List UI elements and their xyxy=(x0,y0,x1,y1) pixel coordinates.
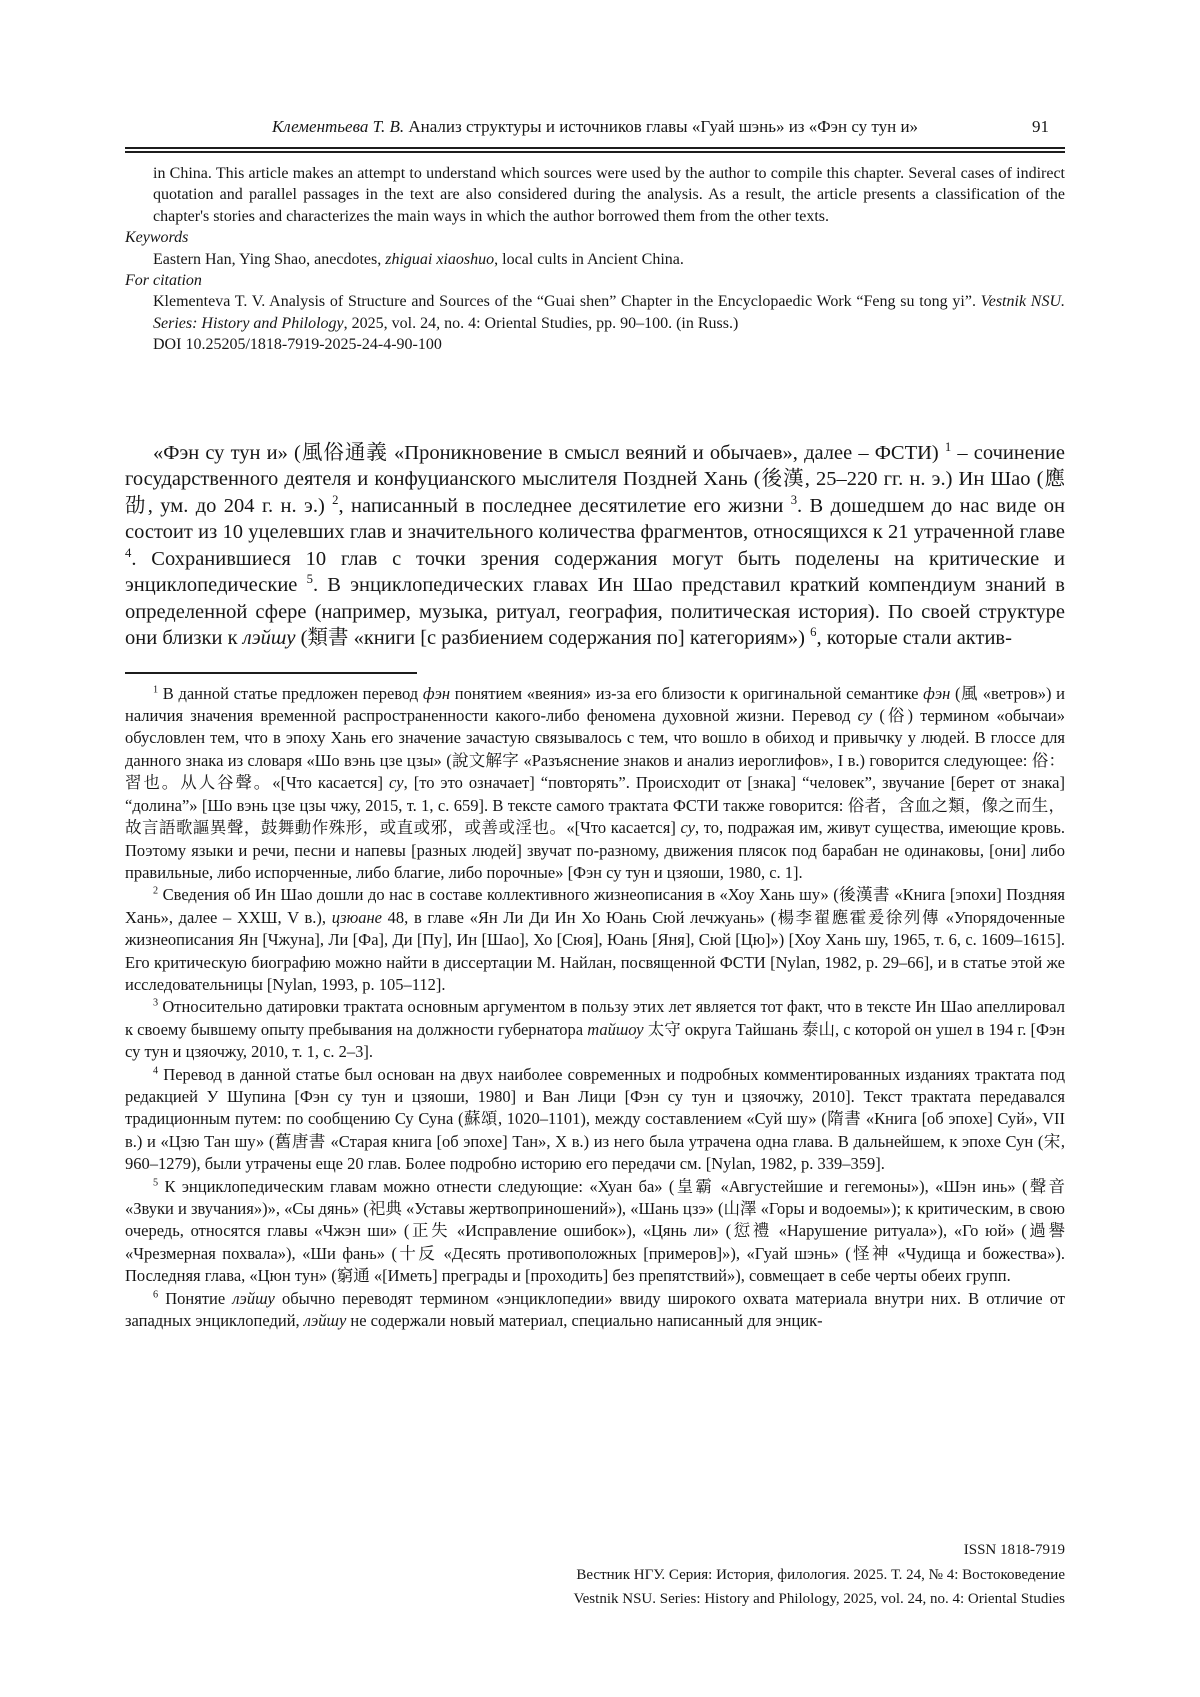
journal-page xyxy=(125,0,1065,1332)
header-rule xyxy=(125,147,1065,153)
footnote: $^3$ Относительно датировки трактата основным аргументом в пользу этих лет является тот факт, что в тексте Ин Шао апеллировал к своему бывшему опыту пребывания на должности губернатора тайшоу 太守 округа Тайшань 泰山, с которой он ушел в 194 г. [Фэн су тун и цзяочжу, 2010, т. 1, с. 2–3]. xyxy=(125,997,1065,1062)
page-number: 91 xyxy=(1032,117,1049,136)
keywords-text: Eastern Han, Ying Shao, anecdotes, zhiguai xiaoshuo, local cults in Ancient China. xyxy=(153,250,684,268)
footnote-number: 2 xyxy=(153,885,159,897)
footnote-separator xyxy=(125,672,417,674)
footnote: $^2$ Сведения об Ин Шао дошли до нас в составе коллективного жизнеописания в «Хоу Хань шу» (後漢書 «Книга [эпохи] Поздняя Хань», далее – ХХШ, V в.), цзюане 48, в главе «Ян Ли Ди Ин Хо Юань Сюй лечжуань» (楊李翟應霍爰徐列傳 «Упорядоченные жизнеописания Ян [Чжуна], Ли [Фа], Ди [Пу], Ин [Шао], Хо [Сюя], Юань [Яня], Сюй [Цю]») [Хоу Хань шу, 1965, т. 6, с. 1609–1615]. Его критическую биографию можно найти в диссертации М. Найлан, посвященной ФСТИ [Nylan, 1982, p. 29–66], и в статье этой же исследовательницы [Nylan, 1993, p. 105–112]. xyxy=(125,885,1065,994)
abstract-text: in China. This article makes an attempt to understand which sources were used by the author to compile this chapter. Several cases of indirect quotation and parallel passages in the text are also considered during the analysis. As a result, the article presents a classification of the chapter's stories and characterizes the main ways in which the author borrowed them from the other texts. xyxy=(153,165,1065,225)
footnote-number: 4 xyxy=(153,1065,159,1077)
body-paragraph: «Фэн су тун и» (風俗通義 «Проникновение в смысл веяний и обычаев», далее – ФСТИ) $^1$ – сочинение государственного деятеля и конфуцианского мыслителя Поздней Хань (後漢, 25–220 гг. н. э.) Ин Шао (應劭, ум. до 204 г. н. э.) $^2$, написанный в последнее десятилетие его жизни $^3$. В дошедшем до нас виде он состоит из 10 уцелевших глав и значительного количества фрагментов, относящихся к 21 утраченной главе $^4$. Сохранившиеся 10 глав с точки зрения содержания могут быть поделены на критические и энциклопедические $^5$. В энциклопедических главах Ин Шао представил краткий компендиум знаний в определенной сфере (например, музыка, ритуал, география, политическая история). По своей структуре они близки к лэйшу (類書 «книги [с разбиением содержания по] категориям») $^6$, которые стали актив- xyxy=(125,439,1066,650)
footnote-number: 6 xyxy=(153,1289,159,1301)
footnote: $^5$ К энциклопедическим главам можно отнести следующие: «Хуан ба» (皇霸 «Августейшие и гегемоны»), «Шэн инь» (聲音 «Звуки и звучания»)», «Сы дянь» (祀典 «Уставы жертвоприношений»), «Шань цзэ» (山澤 «Горы и водоемы»); к критическим, в свою очередь, относятся главы «Чжэн ши» (正失 «Исправление ошибок»), «Цянь ли» (愆禮 «Нарушение ритуала»), «Го юй» (過譽 «Чрезмерная похвала»), «Ши фань» (十反 «Десять противоположных [примеров]»), «Гуай шэнь» (怪神 «Чудища и божества»). Последняя глава, «Цюн тун» (窮通 «[Иметь] преграды и [проходить] без препятствий»), совмещает в себе черты обеих групп. xyxy=(125,1176,1065,1286)
footnote: $^6$ Понятие лэйшу обычно переводят термином «энциклопедии» ввиду широкого охвата материала внутри них. В отличие от западных энциклопедий, лэйшу не содержали новый материал, специально написанный для энцик- xyxy=(125,1288,1066,1331)
page-footer xyxy=(573,1538,1065,1612)
footer-issn: ISSN 1818-7919 xyxy=(963,1542,1065,1558)
keywords-heading: Keywords xyxy=(125,229,189,247)
footnote: $^1$ В данной статье предложен перевод фэн понятием «веяния» из-за его близости к оригинальной семантике фэн (風 «ветров») и наличия значения временной распространенности какого-либо феномена духовной жизни. Перевод су (俗) термином «обычаи» обусловлен тем, что в эпоху Хань его значение зачастую связывалось с тем, что вошло в обиход и привычку у людей. В глоссе для данного знака из словаря «Шо вэнь цзе цзы» (說文解字 «Разъяснение знаков и анализ иероглифов», I в.) говорится следующее: 俗：習也。从人谷聲。«[Что касается] су, [то это означает] “повторять”. Происходит от [знака] “человек”, звучание [берет от знака] “долина”» [Шо вэнь цзе цзы чжу, 2015, т. 1, с. 659]. В тексте самого трактата ФСТИ также говорится: 俗者，含血之類，像之而生，故言語歌謳異聲，鼓舞動作殊形，或直或邪，或善或淫也。«[Что касается] су, то, подражая им, живут существа, имеющие кровь. Поэтому языки и речи, песни и напевы [разных людей] звучат по-разному, движения плясок под барабан не одинаковы, [они] либо правильные, либо испорченные, либо благие, либо порочные» [Фэн су тун и цзяоши, 1980, с. 1]. xyxy=(125,683,1066,882)
footnote-number: 5 xyxy=(153,1177,159,1189)
footer-journal-ru: Вестник НГУ. Серия: История, филология. 2025. Т. 24, № 4: Востоковедение xyxy=(576,1566,1065,1583)
running-head-author: Клементьева Т. В. xyxy=(271,117,405,136)
footnote: $^4$ Перевод в данной статье был основан на двух наиболее современных и подробных комментированных изданиях трактата под редакцией У Шупина [Фэн су тун и цзяоши, 1980] и Ван Лици [Фэн су тун и цзяочжу, 2010]. Текст трактата передавался традиционным путем: по сообщению Су Суна (蘇頌, 1020–1101), между составлением «Суй шу» (隋書 «Книга [об эпохе] Суй», VII в.) и «Цзю Тан шу» (舊唐書 «Старая книга [об эпохе] Тан», X в.) из него была утрачена одна глава. В дальнейшем, к эпохе Сун (宋, 960–1279), были утрачены еще 20 глав. Более подробно историю его передачи см. [Nylan, 1982, p. 339–359]. xyxy=(125,1064,1065,1174)
footnotes xyxy=(125,683,1065,1333)
doi-text: DOI 10.25205/1818-7919-2025-24-4-90-100 xyxy=(153,336,442,354)
footnote-number: 3 xyxy=(153,997,159,1009)
footer-journal-en: Vestnik NSU. Series: History and Philology, 2025, vol. 24, no. 4: Oriental Studies xyxy=(573,1591,1065,1608)
running-head xyxy=(125,118,1065,136)
for-citation-heading: For citation xyxy=(125,272,202,290)
running-head-title: Анализ структуры и источников главы «Гуай шэнь» из «Фэн су тун и» xyxy=(408,117,919,136)
footnote-number: 1 xyxy=(153,684,159,696)
citation-text: Klementeva T. V. Analysis of Structure and Sources of the “Guai shen” Chapter in the Encyclopaedic Work “Feng su tong yi”. Vestnik NSU. Series: History and Philology, 2025, vol. 24, no. 4: Oriental Studies, pp. 90–100. (in Russ.) xyxy=(153,293,1066,332)
